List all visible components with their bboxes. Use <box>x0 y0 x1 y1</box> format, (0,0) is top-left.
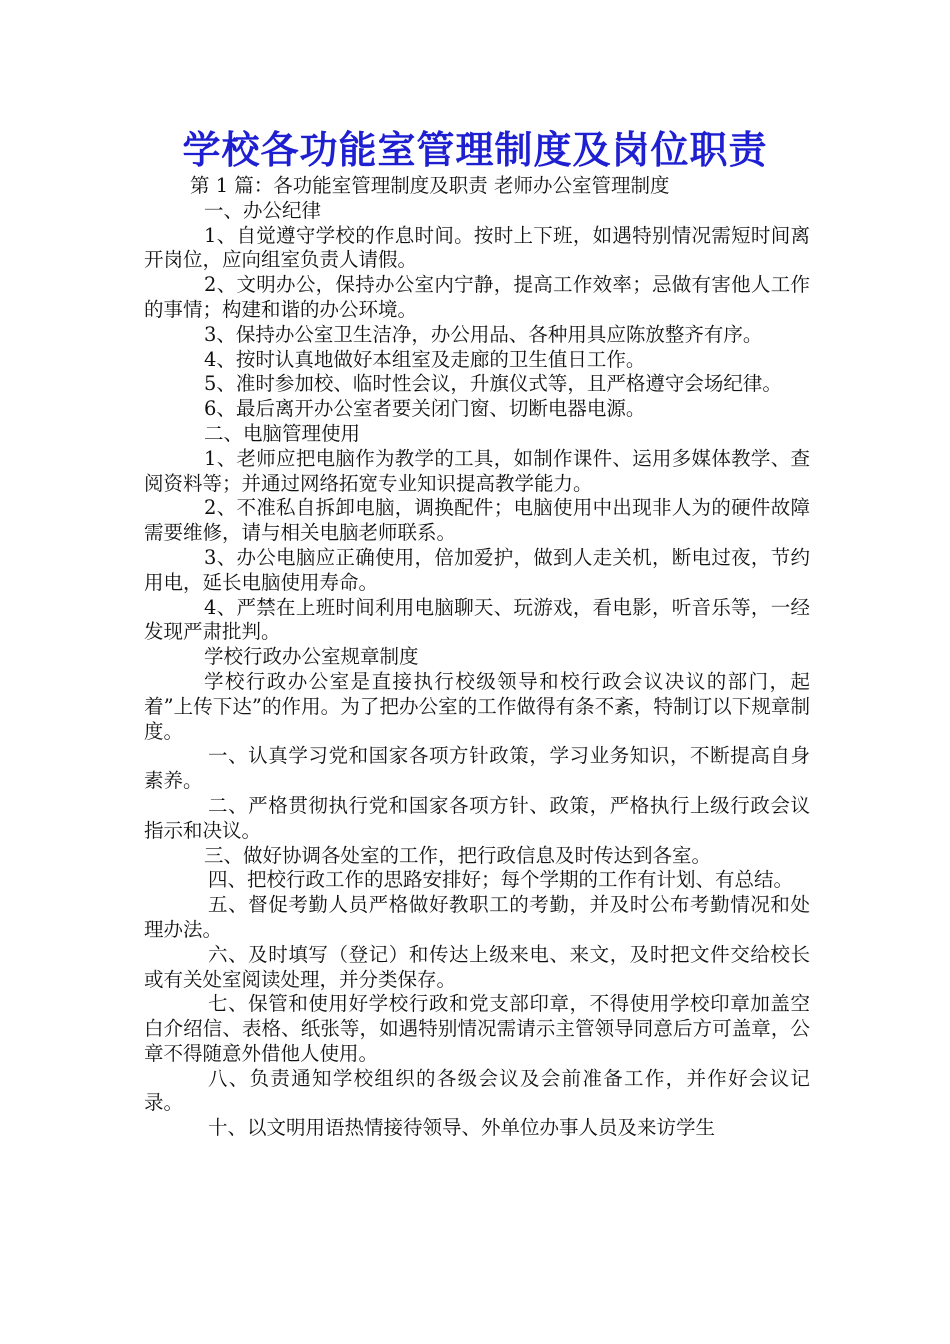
document-body <box>144 174 810 1141</box>
paragraph: 六、及时填写（登记）和传达上级来电、来文，及时把文件交给校长或有关处室阅读处理，并分类保存。 <box>144 942 810 991</box>
paragraph: 4、按时认真地做好本组室及走廊的卫生值日工作。 <box>204 347 646 371</box>
section-heading: 学校行政办公室规章制度 <box>204 645 419 669</box>
paragraph: 二、严格贯彻执行党和国家各项方针、政策，严格执行上级行政会议指示和决议。 <box>144 793 810 842</box>
paragraph: 2、不准私自拆卸电脑，调换配件；电脑使用中出现非人为的硬件故障需要维修，请与相关电脑老师联系。 <box>144 496 810 545</box>
document-title: 学校各功能室管理制度及岗位职责 <box>182 128 768 172</box>
paragraph: 三、做好协调各处室的工作，把行政信息及时传达到各室。 <box>204 843 712 867</box>
paragraph: 6、最后离开办公室者要关闭门窗、切断电器电源。 <box>204 397 646 421</box>
document-subtitle: 第 1 篇：各功能室管理制度及职责 老师办公室管理制度 <box>190 174 670 197</box>
paragraph: 1、自觉遵守学校的作息时间。按时上下班，如遇特别情况需短时间离开岗位，应向组室负责人请假。 <box>144 223 810 272</box>
paragraph: 4、严禁在上班时间利用电脑聊天、玩游戏，看电影，听音乐等，一经发现严肃批判。 <box>144 595 810 644</box>
paragraph: 1、老师应把电脑作为教学的工具，如制作课件、运用多媒体教学、查阅资料等；并通过网络拓宽专业知识提高教学能力。 <box>144 446 810 495</box>
paragraph: 十、以文明用语热情接待领导、外单位办事人员及来访学生 <box>208 1116 716 1140</box>
section-heading: 一、办公纪律 <box>204 198 322 222</box>
paragraph: 3、保持办公室卫生洁净，办公用品、各种用具应陈放整齐有序。 <box>204 322 763 346</box>
section-heading: 二、电脑管理使用 <box>204 421 361 445</box>
paragraph: 七、保管和使用好学校行政和党支部印章，不得使用学校印章加盖空白介绍信、表格、纸张等，如遇特别情况需请示主管领导同意后方可盖章，公章不得随意外借他人使用。 <box>144 992 810 1065</box>
paragraph: 2、文明办公，保持办公室内宁静，提高工作效率；忌做有害他人工作的事情；构建和谐的办公环境。 <box>144 273 810 321</box>
paragraph: 5、准时参加校、临时性会议，升旗仪式等，且严格遵守会场纪律。 <box>204 372 782 396</box>
paragraph: 3、办公电脑应正确使用，倍加爱护，做到人走关机，断电过夜，节约用电，延长电脑使用寿命。 <box>144 545 810 594</box>
paragraph: 学校行政办公室是直接执行校级领导和校行政会议决议的部门，起着”上传下达”的作用。为了把办公室的工作做得有条不紊，特制订以下规章制度。 <box>144 669 810 743</box>
paragraph: 五、督促考勤人员严格做好教职工的考勤，并及时公布考勤情况和处理办法。 <box>144 893 810 941</box>
paragraph: 一、认真学习党和国家各项方针政策，学习业务知识，不断提高自身素养。 <box>144 744 810 793</box>
paragraph: 八、负责通知学校组织的各级会议及会前准备工作，并作好会议记录。 <box>144 1066 810 1115</box>
paragraph: 四、把校行政工作的思路安排好；每个学期的工作有计划、有总结。 <box>208 868 794 892</box>
